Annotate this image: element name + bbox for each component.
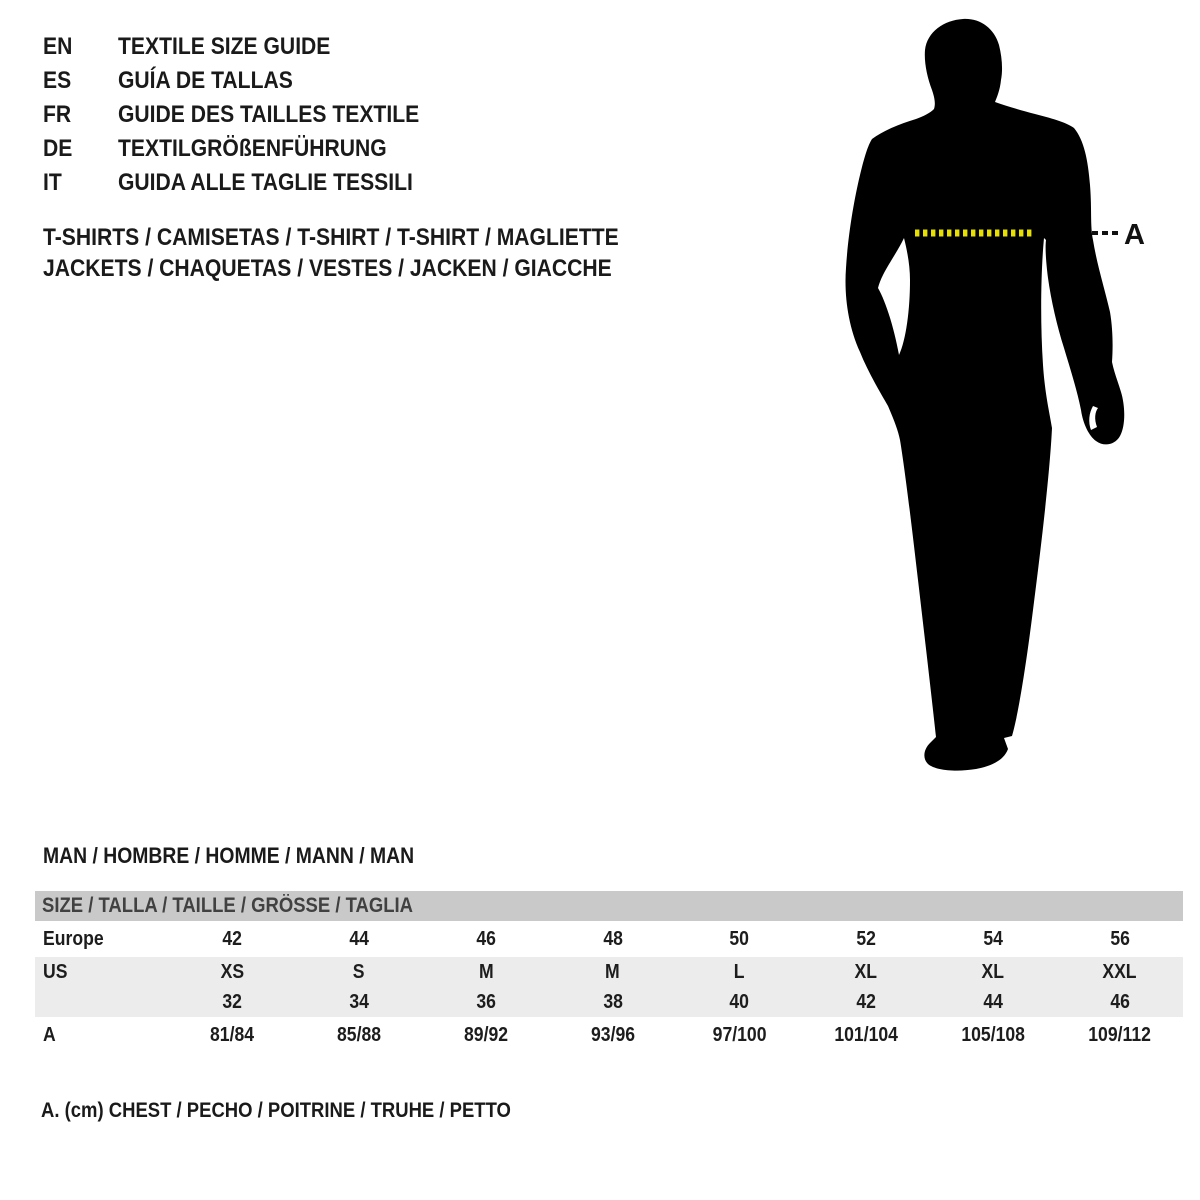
language-code: DE (43, 135, 73, 162)
size-value: 52 (856, 927, 876, 950)
table-row-us (35, 957, 1183, 987)
size-value: 85/88 (337, 1023, 382, 1046)
size-value: XS (220, 960, 245, 983)
table-row-europe (35, 921, 1183, 957)
size-value: 97/100 (712, 1023, 767, 1046)
size-table (35, 891, 1183, 1053)
table-row-us-numeric (35, 987, 1183, 1017)
language-row-it (43, 166, 460, 200)
size-value: XL (981, 960, 1005, 983)
size-value: 46 (476, 927, 496, 950)
language-title: GUIDA ALLE TAGLIE TESSILI (118, 169, 413, 196)
row-label: US (43, 960, 68, 983)
section-title-man: MAN / HOMBRE / HOMME / MANN / MAN (43, 843, 415, 868)
language-title-list (43, 30, 460, 200)
row-label: Europe (43, 927, 104, 950)
measurement-footnote: A. (cm) CHEST / PECHO / POITRINE / TRUHE / PETTO (41, 1099, 511, 1122)
size-value: 38 (602, 990, 623, 1013)
man-silhouette-figure (820, 0, 1200, 800)
measurement-label-a: A (1124, 219, 1145, 251)
language-row-en (43, 30, 460, 64)
language-title: GUÍA DE TALLAS (118, 67, 293, 94)
size-value: 34 (349, 990, 369, 1013)
size-value: 32 (222, 990, 243, 1013)
size-value: 44 (349, 927, 369, 950)
product-types-line2: JACKETS / CHAQUETAS / VESTES / JACKEN / GIACCHE (43, 255, 612, 282)
size-value: XXL (1102, 960, 1137, 983)
size-value: 105/108 (961, 1023, 1025, 1046)
size-value: 48 (602, 927, 623, 950)
man-silhouette-svg (820, 0, 1200, 800)
size-value: 89/92 (463, 1023, 508, 1046)
size-value: 40 (729, 990, 750, 1013)
language-code: FR (43, 101, 72, 128)
size-value: M (605, 960, 620, 983)
size-value: 42 (856, 990, 876, 1013)
size-value: S (353, 960, 365, 983)
size-value: 101/104 (834, 1023, 898, 1046)
man-silhouette-path (846, 19, 1125, 771)
size-value: 36 (476, 990, 496, 1013)
language-row-fr (43, 98, 460, 132)
size-value: XL (854, 960, 878, 983)
size-value: 109/112 (1088, 1023, 1151, 1046)
size-value: 46 (1109, 990, 1130, 1013)
language-code: EN (43, 33, 73, 60)
product-types (43, 222, 697, 284)
size-value: 44 (983, 990, 1003, 1013)
size-value: 50 (729, 927, 750, 950)
size-value: L (733, 960, 745, 983)
language-title: TEXTILGRÖßENFÜHRUNG (118, 135, 387, 162)
size-value: 81/84 (210, 1023, 255, 1046)
size-value: 56 (1109, 927, 1130, 950)
size-table-header-label: SIZE / TALLA / TAILLE / GRÖSSE / TAGLIA (42, 894, 414, 917)
size-value: M (478, 960, 494, 983)
row-label: A (43, 1023, 56, 1046)
language-row-es (43, 64, 460, 98)
product-types-line1: T-SHIRTS / CAMISETAS / T-SHIRT / T-SHIRT / MAGLIETTE (43, 224, 619, 251)
language-code: IT (43, 169, 62, 196)
size-value: 42 (222, 927, 243, 950)
size-value: 93/96 (590, 1023, 635, 1046)
size-table-header (35, 891, 1183, 921)
language-title: GUIDE DES TAILLES TEXTILE (118, 101, 420, 128)
size-value: 54 (983, 927, 1003, 950)
language-row-de (43, 132, 460, 166)
language-code: ES (43, 67, 72, 94)
table-row-chest-a (35, 1017, 1183, 1053)
language-title: TEXTILE SIZE GUIDE (118, 33, 331, 60)
